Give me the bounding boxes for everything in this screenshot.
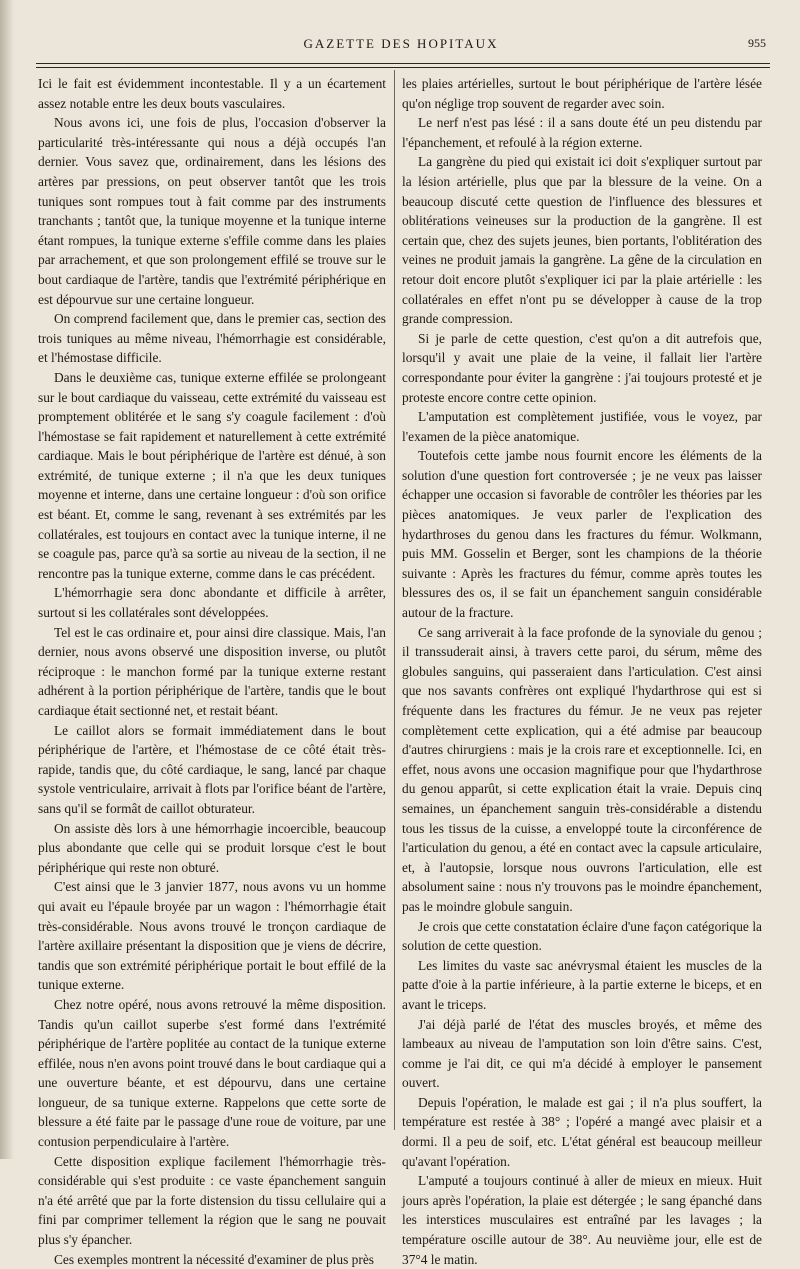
paragraph: les plaies artérielles, surtout le bout périphérique de l'artère lésée qu'on néglige trop souvent de regarder avec soin. bbox=[402, 76, 762, 111]
header-rule-top bbox=[36, 63, 770, 64]
right-column bbox=[402, 74, 762, 1269]
paragraph: Toutefois cette jambe nous fournit encore les éléments de la solution d'une question fort controversée ; je ne veux pas laisser échapper une occasion si favorable de contrôler les théories par les pièces anatomiques. Je veux parler de l'explication des hydarthroses du genou dans les fractures du fémur. Wolkmann, puis MM. Gosselin et Berger, sont les champions de la théorie suivante : Après les fractures du fémur, comme après toutes les blessures des os, il se fait un épanchement sanguin considérable autour de la fracture. bbox=[402, 448, 762, 621]
paragraph: On assiste dès lors à une hémorrhagie incoercible, beaucoup plus abondante que celle qui se produit lorsque c'est le bout périphérique qui reste non obturé. bbox=[38, 820, 386, 875]
paragraph: Chez notre opéré, nous avons retrouvé la même disposition. Tandis qu'un caillot superbe s'est formé dans l'extrémité périphérique de l'artère poplitée au contact de la tunique externe effilée, nous n'en avons point trouvé dans le bout cardiaque qui a une ouverture béante, et est dépourvu, dans une certaine longueur, de sa tunique externe. Rappelons que cette sorte de blessure a été faite par le passage d'une roue de voiture, par une contusion perpendiculaire à l'artère. bbox=[38, 996, 386, 1150]
paragraph: J'ai déjà parlé de l'état des muscles broyés, et même des lambeaux au niveau de l'amputation son loin d'être sains. C'est, comme je l'ai dit, ce qui m'a décidé à employer le pansement ouvert. bbox=[402, 1016, 762, 1091]
paragraph: Ce sang arriverait à la face profonde de la synoviale du genou ; il transsuderait ainsi, à travers cette paroi, du sérum, même des globules sanguins, qui passeraient dans l'articulation. C'est ainsi que nos savants confrères ont expliqué l'hydarthrose qui est si fréquente dans les fractures du fémur. Je ne veux pas rejeter complètement cette explication, qui a été admise par beaucoup d'autres chirurgiens : mais je la crois rare et exceptionnelle. Ici, en effet, nous avons une occasion magnifique pour que l'hydarthrose du genou apparût, si cette explication était la vraie. Depuis cinq semaines, un épanchement sanguin très-considérable a distendu tous les tissus de la cuisse, a enveloppé toute la circonférence de l'articulation du genou, a été en contact avec la capsule articulaire, et, à l'autopsie, lorsque nous ouvrons l'articulation, elle est absolument saine : nous n'y trouvons pas le moindre épanchement, pas le moindre globule sanguin. bbox=[402, 624, 762, 914]
page-number: 955 bbox=[748, 36, 766, 50]
paragraph: On comprend facilement que, dans le premier cas, section des trois tuniques au même niveau, l'hémorrhagie est considérable, et l'hémostase difficile. bbox=[38, 311, 386, 366]
paragraph: La gangrène du pied qui existait ici doit s'expliquer surtout par la lésion artérielle, plus que par la blessure de la veine. On a beaucoup discuté cette question de l'influence des blessures et oblitérations veineuses sur la production de la gangrène. Il est certain que, chez des sujets jeunes, bien portants, l'oblitération des veines ne produit jamais la gangrène. La gêne de la circulation en retour doit encore plutôt s'expliquer ici par la plaie artérielle : les collatérales en effet n'ont pu se développer à cause de la trop grande compression. bbox=[402, 154, 762, 327]
paragraph: L'amputé a toujours continué à aller de mieux en mieux. Huit jours après l'opération, la plaie est détergée ; le sang épanché dans les interstices musculaires est entraîné par les lavages ; la température oscille autour de 38°. Au neuvième jour, elle est de 37°4 le matin. bbox=[402, 1173, 762, 1267]
paragraph: Ici le fait est évidemment incontestable. Il y a un écartement assez notable entre les deux bouts vasculaires. bbox=[38, 76, 386, 111]
paragraph: Le caillot alors se formait immédiatement dans le bout périphérique de l'artère, et l'hémostase de ce côté était très-rapide, tandis que, du côté cardiaque, le sang, lancé par chaque systole ventriculaire, arrivait à flots par l'orifice béant de l'artère, sans qu'il se formât de caillot obturateur. bbox=[38, 722, 386, 816]
header-rule-bottom bbox=[36, 67, 770, 68]
paragraph: L'hémorrhagie sera donc abondante et difficile à arrêter, surtout si les collatérales sont développées. bbox=[38, 585, 386, 621]
paragraph: Ces exemples montrent la nécessité d'examiner de plus près bbox=[54, 1251, 374, 1267]
paragraph: Si je parle de cette question, c'est qu'on a dit autrefois que, lorsqu'il y avait une plaie de la veine, il fallait lier l'artère correspondante pour éviter la gangrène : j'ai toujours protesté et je proteste encore contre cette opinion. bbox=[402, 330, 762, 405]
left-column bbox=[38, 74, 386, 1269]
paragraph: Depuis l'opération, le malade est gai ; il n'a plus souffert, la température est restée à 38° ; l'opéré a mangé avec plaisir et a dormi. Il a peu de soif, etc. L'état général est beaucoup meilleur qu'avant l'opération. bbox=[402, 1094, 762, 1169]
paragraph: Tel est le cas ordinaire et, pour ainsi dire classique. Mais, l'an dernier, nous avons observé une disposition inverse, ou plutôt réciproque : le manchon formé par la tunique externe restant adhérent à la portion périphérique de l'artère, tandis que le bout cardiaque était sectionné net, et restait béant. bbox=[38, 624, 386, 718]
paragraph: Nous avons ici, une fois de plus, l'occasion d'observer la particularité très-intéressante qui nous a déjà occupés l'an dernier. Vous savez que, ordinairement, dans les lésions des artères par pressions, on peut observer tantôt que les trois tuniques sont rompues tout à fait comme par des instruments tranchants ; tantôt que, la tunique moyenne et la tunique interne étant rompues, la tunique externe s'effile comme dans les plaies par arrachement, et que son prolongement effilé se trouve sur le bout cardiaque de l'artère, tandis que l'extrémité périphérique en est dépourvue sur une certaine longueur. bbox=[38, 115, 386, 307]
page-binding-shadow bbox=[0, 0, 14, 1159]
paragraph: Les limites du vaste sac anévrysmal étaient les muscles de la patte d'oie à la partie inférieure, à la partie externe le biceps, et en avant le triceps. bbox=[402, 957, 762, 1012]
paragraph: Cette disposition explique facilement l'hémorrhagie très-considérable qui s'est produite : ce vaste épanchement sanguin n'a été arrêté que par la forte distension du tissu cellulaire qui a fini par comprimer tellement la région que le sang ne pouvait plus s'y épancher. bbox=[38, 1153, 386, 1248]
column-divider bbox=[394, 70, 395, 1130]
paragraph: Dans le deuxième cas, tunique externe effilée se prolongeant sur le bout cardiaque du vaisseau, cette extrémité du vaisseau est promptement oblitérée et le sang s'y coagule facilement : d'où l'hémostase se fait rapidement et naturellement à cette extrémité cardiaque. Mais le bout périphérique de l'artère est dénué, à son extrémité, de tunique externe ; il n'a que les deux tuniques moyenne et interne, dans une certaine longueur : d'où son orifice est béant. Et, comme le sang, revenant à ses extrémités par les collatérales, est toujours en contact avec la tunique interne, il ne se coagule pas, parce qu'à sa sortie au niveau de la section, il ne rencontre pas la tunique externe, comme dans le cas précédent. bbox=[38, 369, 386, 581]
journal-title: GAZETTE DES HOPITAUX bbox=[303, 36, 499, 51]
paragraph: L'amputation est complètement justifiée, vous le voyez, par l'examen de la pièce anatomique. bbox=[402, 409, 762, 444]
page-header bbox=[30, 34, 772, 58]
paragraph: Je crois que cette constatation éclaire d'une façon catégorique la solution de cette question. bbox=[402, 918, 762, 954]
paragraph: C'est ainsi que le 3 janvier 1877, nous avons vu un homme qui avait eu l'épaule broyée par un wagon : l'hémorrhagie était très-considérable. Nous avons trouvé le tronçon cardiaque de l'artère axillaire présentant la disposition que je viens de décrire, tandis que son extrémité périphérique portait le bout effilé de la tunique externe. bbox=[38, 879, 386, 993]
paragraph: Le nerf n'est pas lésé : il a sans doute été un peu distendu par l'épanchement, et refoulé à la région externe. bbox=[402, 115, 762, 150]
